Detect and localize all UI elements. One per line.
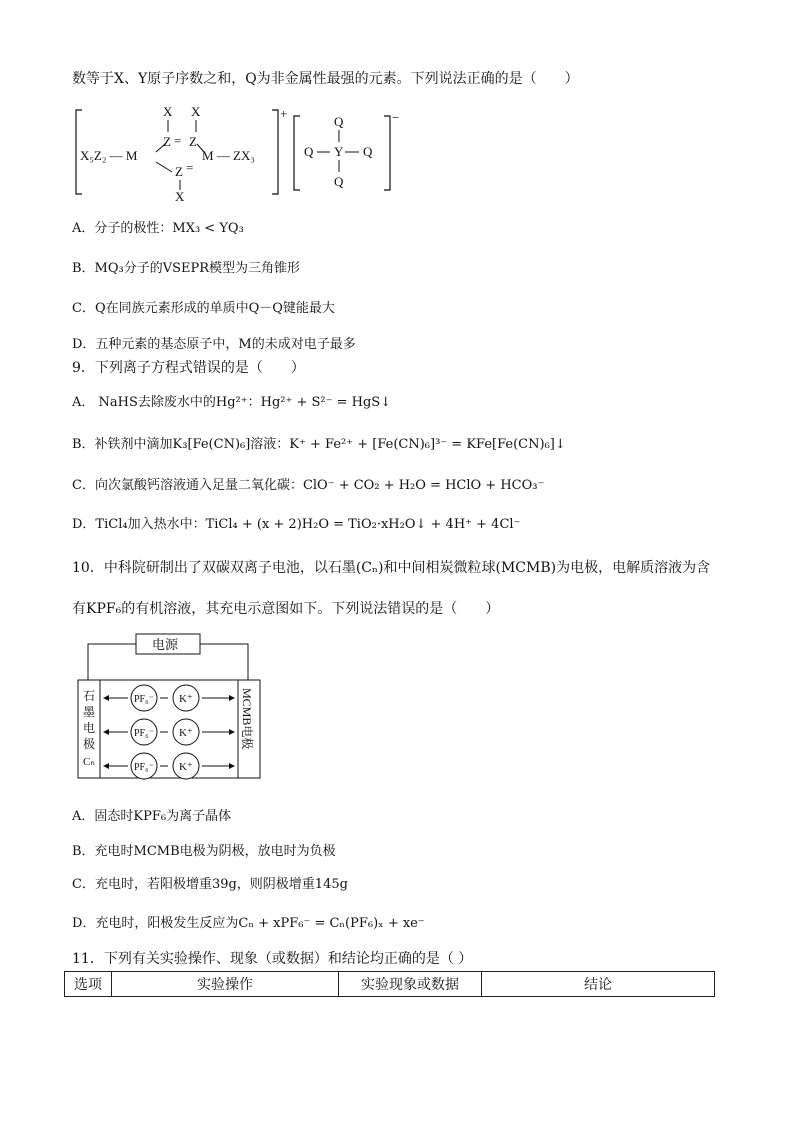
anion-y: Y (334, 144, 344, 159)
svg-text:K⁺: K⁺ (179, 761, 193, 773)
x-atom-top-2: X (191, 104, 201, 119)
header-phenomenon: 实验现象或数据 (339, 972, 482, 997)
svg-text:K⁺: K⁺ (179, 693, 193, 705)
power-source-label: 电源 (152, 637, 179, 652)
svg-text:PF₆⁻: PF₆⁻ (134, 694, 154, 705)
electrolyte-frame (78, 680, 260, 778)
z-atom-top-1: Z (163, 134, 171, 149)
mcmb-label: MCMB电极 (240, 688, 254, 750)
x-atom-bottom: X (175, 189, 185, 204)
z-atom-bottom: Z (175, 164, 183, 179)
table-header-row (65, 972, 715, 997)
right-group: M — ZX₃ (202, 148, 255, 163)
double-bond-bottom: = (186, 160, 194, 175)
q9-option-d: D．TiCl₄加入热水中：TiCl₄ + (x + 2)H₂O = TiO₂·xH₂O↓ + 4H⁺ + 4Cl⁻ (72, 517, 521, 532)
anion-bracket-right (384, 116, 390, 190)
anion-q-left: Q (304, 144, 314, 159)
double-bond-top: = (174, 133, 182, 148)
svg-text:PF₆⁻: PF₆⁻ (134, 762, 154, 773)
x-atom-top-1: X (163, 104, 173, 119)
svg-text:极: 极 (83, 737, 96, 751)
header-option: 选项 (65, 972, 112, 997)
svg-text:Cₙ: Cₙ (83, 756, 95, 768)
q8-option-c: C．Q在同族元素形成的单质中Q－Q键能最大 (72, 301, 335, 316)
q11-table (64, 971, 715, 997)
svg-text:PF₆⁻: PF₆⁻ (134, 728, 154, 739)
q11-stem: 11．下列有关实验操作、现象（或数据）和结论均正确的是（ ） (72, 951, 473, 967)
q8-option-a: A．分子的极性：MX₃ < YQ₃ (72, 221, 244, 236)
header-operation: 实验操作 (112, 972, 339, 997)
q10-option-d: D．充电时，阳极发生反应为Cₙ + xPF₆⁻ = Cₙ(PF₆)ₓ + xe⁻ (72, 916, 425, 931)
battery-diagram (76, 632, 266, 782)
q10-stem-line1: 10．中科院研制出了双碳双离子电池，以石墨(Cₙ)和中间相炭微粒球(MCMB)为电极，电解质溶液为含 (72, 560, 711, 576)
q9-option-a: A． NaHS去除废水中的Hg²⁺：Hg²⁺ + S²⁻ = HgS↓ (72, 395, 392, 410)
anion-bracket-left (294, 116, 300, 190)
svg-text:电: 电 (83, 721, 96, 735)
q8-option-b: B．MQ₃分子的VSEPR模型为三角锥形 (72, 261, 301, 276)
header-conclusion: 结论 (482, 972, 715, 997)
q10-stem-line2: 有KPF₆的有机溶液，其充电示意图如下。下列说法错误的是（ ） (72, 601, 500, 617)
cation-bracket-right (272, 110, 278, 194)
anion-q-top: Q (334, 114, 344, 129)
anion-q-right: Q (363, 144, 373, 159)
q9-option-b: B．补铁剂中滴加K₃[Fe(CN)₆]溶液：K⁺ + Fe²⁺ + [Fe(CN)₆]³⁻ = KFe[Fe(CN)₆]↓ (72, 437, 566, 452)
anion-charge: − (392, 110, 400, 125)
svg-text:K⁺: K⁺ (179, 727, 193, 739)
q8-option-d: D．五种元素的基态原子中，M的未成对电子最多 (72, 337, 356, 352)
q10-option-c: C．充电时，若阳极增重39g，则阴极增重145g (72, 877, 348, 892)
svg-text:墨: 墨 (83, 705, 96, 719)
q10-option-b: B．充电时MCMB电极为阴极，放电时为负极 (72, 844, 336, 859)
svg-text:石: 石 (83, 689, 96, 703)
anion-q-bottom: Q (334, 174, 344, 189)
q8-structure-diagram (72, 104, 402, 204)
z-atom-top-2: Z (189, 134, 197, 149)
left-group: X₅Z₂ — M (80, 148, 138, 163)
q9-stem: 9．下列离子方程式错误的是（ ） (72, 360, 305, 376)
q8-intro: 数等于X、Y原子序数之和，Q为非金属性最强的元素。下列说法正确的是（ ） (72, 71, 579, 87)
cation-charge: + (280, 106, 288, 121)
q9-option-c: C．向次氯酸钙溶液通入足量二氧化碳：ClO⁻ + CO₂ + H₂O = HClO + HCO₃⁻ (72, 478, 545, 493)
q10-option-a: A．固态时KPF₆为离子晶体 (72, 809, 232, 824)
